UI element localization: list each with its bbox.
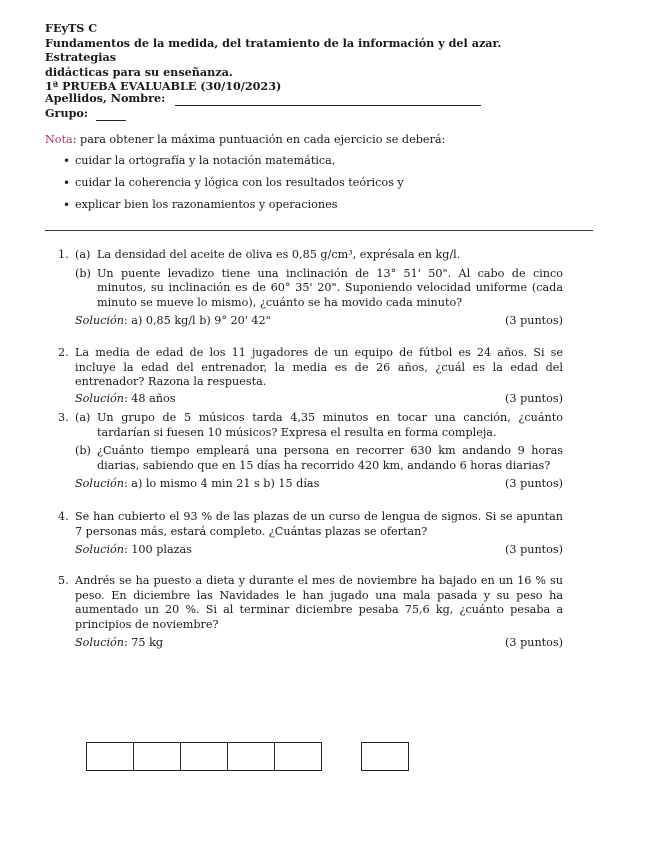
- solution-text: : a) lo mismo 4 min 21 s b) 15 días: [123, 477, 320, 490]
- problem-number: 5.: [58, 574, 69, 587]
- note-label: Nota: [45, 133, 73, 146]
- subject-title-line2: didácticas para su enseñanza.: [45, 64, 233, 79]
- points: (3 puntos): [505, 636, 563, 649]
- grade-box-4[interactable]: [227, 742, 275, 771]
- problem-1b: [75, 267, 563, 311]
- course-code: FEyTS C: [45, 21, 98, 35]
- problem-4: [58, 510, 563, 558]
- solution-label: Solución: [75, 543, 124, 556]
- solution-text: : 100 plazas: [123, 543, 192, 556]
- problem-number: 4.: [58, 510, 69, 523]
- total-grade-box[interactable]: [361, 742, 409, 771]
- part-label: (a): [75, 248, 91, 261]
- group-field[interactable]: [96, 109, 126, 121]
- problem-text: La media de edad de los 11 jugadores de un equipo de fútbol es 24 años. Si se incluye la edad del entrenador, la media es de 26 años, ¿cuál es la edad del entrenador? Razona la respuesta.: [75, 346, 563, 388]
- part-text: La densidad del aceite de oliva es 0,85 g/cm³, exprésala en kg/l.: [97, 248, 461, 261]
- subject-title-line1: Fundamentos de la medida, del tratamiento de la información y del azar. Estrategias: [45, 35, 502, 64]
- problem-number: 2.: [58, 346, 69, 359]
- grade-box-3[interactable]: [180, 742, 228, 771]
- problem-3a: [75, 411, 563, 440]
- list-item: • cuidar la ortografía y la notación matemática,: [63, 154, 404, 176]
- part-label: (a): [75, 411, 91, 424]
- note-text: : para obtener la máxima puntuación en cada ejercicio se deberá:: [72, 133, 446, 146]
- problem-text: Andrés se ha puesto a dieta y durante el mes de noviembre ha bajado en un 16 % su peso. En diciembre las Navidades le han jugado una mala pasada y su peso ha aumentado un 20 %. Si al terminar diciembre pesaba 75,6 kg, ¿cuánto pesaba a principios de noviembre?: [75, 574, 563, 631]
- document-header: [45, 21, 575, 94]
- solution: [75, 477, 563, 492]
- grade-box-5[interactable]: [274, 742, 322, 771]
- solution: [75, 392, 563, 407]
- solution-label: Solución: [75, 391, 124, 405]
- problem-text: Se han cubierto el 93 % de las plazas de un curso de lengua de signos. Si se apuntan 7 personas más, estará completo. ¿Cuántas plazas se ofertan?: [75, 510, 563, 538]
- part-text: Un puente levadizo tiene una inclinación de 13° 51' 50". Al cabo de cinco minutos, su inclinación es de 60° 35' 20". Suponiendo velocidad uniforme (cada minuto se mueve lo mismo), ¿cuánto se ha movido cada minuto?: [97, 266, 563, 309]
- solution-label: Solución: [75, 636, 124, 649]
- points: (3 puntos): [505, 314, 563, 327]
- problem-number: 3.: [58, 411, 69, 424]
- solution-text: : 48 años: [123, 391, 176, 405]
- divider: [45, 230, 593, 231]
- problem-1: [58, 248, 563, 329]
- note-list: [63, 154, 404, 220]
- solution-label: Solución: [75, 314, 124, 327]
- solution-label: Solución: [75, 477, 124, 490]
- group-row: [45, 106, 585, 121]
- solution-text: : a) 0,85 kg/l b) 9° 20' 42": [123, 314, 271, 327]
- problem-number: 1.: [58, 248, 69, 261]
- solution-text: : 75 kg: [123, 636, 164, 649]
- problem-1a: [75, 248, 563, 263]
- grade-box-2[interactable]: [133, 742, 181, 771]
- problem-2: [58, 346, 563, 407]
- problem-3: [58, 411, 563, 492]
- grade-boxes: [86, 742, 322, 771]
- part-text: Un grupo de 5 músicos tarda 4,35 minutos en tocar una canción, ¿cuánto tardarían si fuesen 10 músicos? Expresa el resulta en forma compleja.: [97, 411, 563, 439]
- student-fields: [45, 91, 585, 121]
- part-label: (b): [75, 444, 91, 457]
- grade-box-1[interactable]: [86, 742, 134, 771]
- group-label: Grupo:: [45, 106, 88, 120]
- name-row: [45, 91, 585, 106]
- note: [45, 133, 605, 148]
- name-label: Apellidos, Nombre:: [45, 91, 166, 105]
- name-field[interactable]: [175, 94, 481, 106]
- problem-3b: [75, 444, 563, 473]
- list-item: • cuidar la coherencia y lógica con los resultados teóricos y: [63, 176, 404, 198]
- points: (3 puntos): [505, 543, 563, 556]
- part-text: ¿Cuánto tiempo empleará una persona en recorrer 630 km andando 9 horas diarias, sabiendo que en 15 días ha recorrido 420 km, andando 6 horas diarias?: [97, 444, 563, 472]
- exam-title: 1ª PRUEBA EVALUABLE (30/10/2023): [45, 79, 282, 93]
- solution: [75, 543, 563, 558]
- list-item: • explicar bien los razonamientos y operaciones: [63, 198, 404, 220]
- solution: [75, 314, 563, 329]
- solution: [75, 636, 563, 651]
- points: (3 puntos): [505, 391, 563, 405]
- part-label: (b): [75, 266, 91, 280]
- total-box-wrap: [361, 742, 409, 771]
- problem-5: [58, 574, 563, 651]
- points: (3 puntos): [505, 477, 563, 490]
